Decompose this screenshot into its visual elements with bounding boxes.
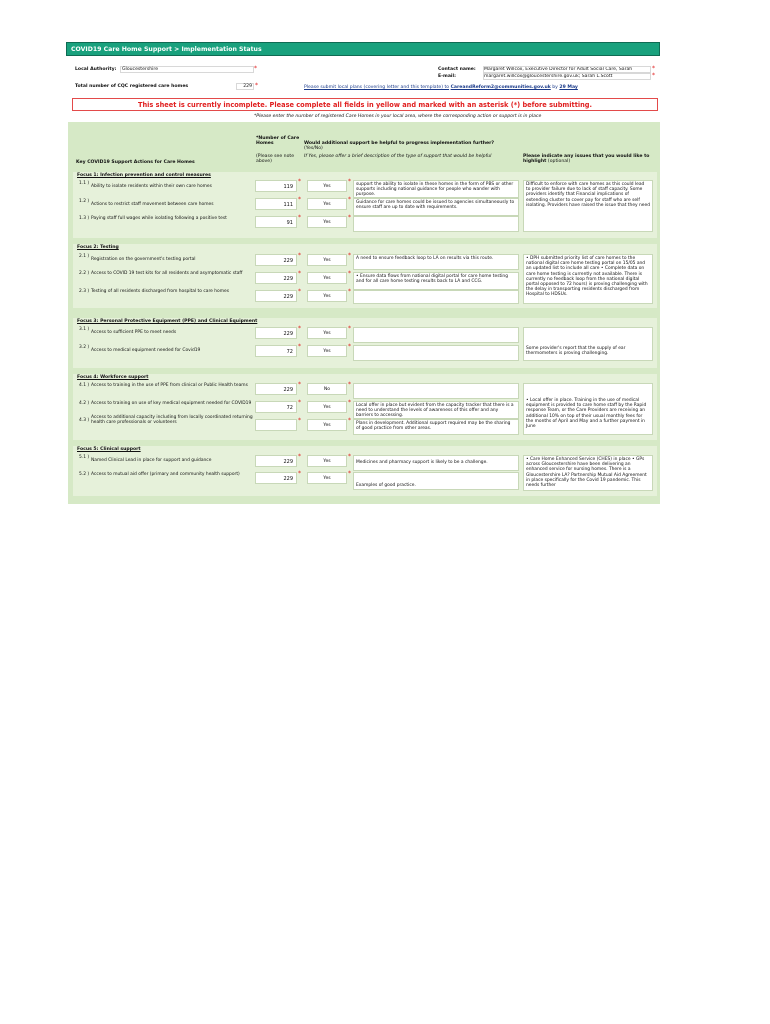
header-actions: Key COVID19 Support Actions for Care Homes — [76, 160, 195, 165]
support-description-field[interactable] — [353, 345, 519, 361]
support-description-field[interactable] — [353, 216, 519, 232]
required-asterisk: * — [298, 399, 301, 406]
header-support-desc: If Yes, please offer a brief description of the type of support that would be helpful — [304, 154, 492, 159]
required-asterisk: * — [298, 214, 301, 221]
support-yn-field[interactable]: Yes — [307, 419, 347, 431]
incomplete-warning: This sheet is currently incomplete. Please complete all fields in yellow and marked with an asterisk (*) before submitting. — [72, 98, 658, 111]
email-label: E-mail: — [438, 74, 456, 79]
support-yn-field[interactable]: Yes — [307, 198, 347, 210]
support-actions-table — [68, 122, 660, 504]
header-support — [304, 141, 514, 152]
care-home-count-field[interactable]: 229 — [255, 455, 297, 467]
support-yn-field[interactable]: No — [307, 383, 347, 395]
focus-section-4 — [73, 374, 657, 440]
row-number: 3.2 ) — [79, 345, 90, 350]
issues-field[interactable]: • Care Home Enhanced Service (CHES) in place • GPs across Gloucestershire have been delivering an enhanced service for nursing homes. There is a Gloucestershire LA? Partnership Mutual Aid Agreement in place specifically for the Covid 19 pandemic. This needs further — [523, 455, 653, 491]
row-number: 3.1 ) — [79, 327, 90, 332]
required-asterisk: * — [348, 270, 351, 277]
header-issues-optional: (optional) — [547, 159, 571, 165]
row-label: Actions to restrict staff movement between care homes — [91, 202, 214, 207]
email-field[interactable]: margaret.willcox@gloucestershire.gov.uk; Sarah L.Scott — [483, 73, 651, 80]
local-authority-label: Local Authority: — [75, 67, 117, 72]
contact-name-field[interactable]: Margaret Willcox, Executive Director for Adult Social Care, Sarah — [483, 66, 651, 73]
header-support-title: Would additional support be helpful to progress implementation further? — [304, 141, 495, 146]
submit-note — [304, 85, 660, 90]
support-description-field[interactable]: support the ability to isolate in these homes in the form of PBS or other supports including national guidance for people who wander with purpose. — [353, 180, 519, 198]
support-yn-field[interactable]: Yes — [307, 401, 347, 413]
required-asterisk: * — [298, 196, 301, 203]
support-description-field[interactable]: Guidance for care homes could be issued to agencies simultaneously to ensure staff are up to date with requirements. — [353, 198, 519, 216]
support-yn-field[interactable]: Yes — [307, 272, 347, 284]
support-description-field[interactable]: Medicines and pharmacy support is likely to be a challenge. — [353, 455, 519, 471]
row-number: 1.3 ) — [79, 216, 90, 221]
row-label: Named Clinical Lead in place for support and guidance — [91, 458, 212, 463]
required-asterisk: * — [348, 399, 351, 406]
row-label: Access to training on use of key medical equipment needed for COVID19 — [91, 401, 252, 406]
total-homes-label: Total number of CQC registered care homes — [75, 84, 189, 89]
required-asterisk: * — [255, 82, 258, 89]
care-home-count-field[interactable]: 229 — [255, 327, 297, 339]
care-home-count-field[interactable]: 72 — [255, 345, 297, 357]
care-home-count-field[interactable]: 119 — [255, 180, 297, 192]
support-yn-field[interactable]: Yes — [307, 216, 347, 228]
required-asterisk: * — [348, 470, 351, 477]
required-asterisk: * — [298, 325, 301, 332]
row-label: Access to training in the use of PPE from clinical or Public Health teams — [91, 383, 248, 388]
focus-section-5 — [73, 446, 657, 496]
focus-title: Focus 3: Personal Protective Equipment (PPE) and Clinical Equipment — [77, 319, 258, 324]
support-yn-field[interactable]: Yes — [307, 180, 347, 192]
support-description-field[interactable]: A need to ensure feedback loop to LA on results via this route. — [353, 254, 519, 270]
row-number: 2.2 ) — [79, 271, 90, 276]
required-asterisk: * — [298, 270, 301, 277]
support-yn-field[interactable]: Yes — [307, 345, 347, 357]
local-authority-field[interactable]: Gloucestershire — [120, 66, 254, 73]
required-asterisk: * — [348, 252, 351, 259]
focus-section-3 — [73, 318, 657, 368]
row-label: Access to medical equipment needed for Covid19 — [91, 348, 201, 353]
required-asterisk: * — [298, 381, 301, 388]
focus-title: Focus 2: Testing — [77, 245, 119, 250]
support-yn-field[interactable]: Yes — [307, 327, 347, 339]
required-asterisk: * — [652, 65, 655, 72]
focus-title: Focus 1: Infection prevention and control measures — [77, 173, 211, 178]
required-asterisk: * — [298, 453, 301, 460]
care-home-count-field[interactable] — [255, 419, 297, 431]
submit-email-link[interactable]: CareandReform2@communities.gov.uk — [450, 85, 551, 90]
focus-section-1 — [73, 172, 657, 238]
care-home-count-field[interactable]: 111 — [255, 198, 297, 210]
required-asterisk: * — [298, 288, 301, 295]
required-asterisk: * — [298, 252, 301, 259]
issues-field[interactable]: Some provider's report that the supply of ear thermometers is proving challenging. — [523, 327, 653, 361]
row-label: Testing of all residents discharged from hospital to care homes — [91, 289, 230, 294]
required-asterisk: * — [298, 417, 301, 424]
required-asterisk: * — [348, 214, 351, 221]
row-number: 4.1 ) — [79, 383, 90, 388]
support-description-field[interactable]: Local offer in place but evident from the capacity tracker that there is a need to understand the levels of awareness of this offer and any barriers to accessing. — [353, 401, 519, 419]
care-home-count-field[interactable]: 229 — [255, 472, 297, 484]
sheet — [66, 42, 662, 504]
required-asterisk: * — [348, 178, 351, 185]
sheet-title: COVID19 Care Home Support > Implementation Status — [66, 42, 660, 56]
support-description-field[interactable]: Examples of good practice. — [353, 472, 519, 490]
required-asterisk: * — [348, 288, 351, 295]
care-home-count-field[interactable]: 229 — [255, 290, 297, 302]
row-number: 5.1 ) — [79, 455, 90, 460]
issues-field[interactable]: • Local offer in place. Training in the use of medical equipment is provided to care home staff by the Rapid response Team, or the Care Providers are receiving an additional 10% on top of their usual monthly fees for the months of April and May and a further payment in June — [523, 383, 653, 435]
care-home-count-field[interactable]: 229 — [255, 272, 297, 284]
care-home-count-field[interactable]: 91 — [255, 216, 297, 228]
support-yn-field[interactable]: Yes — [307, 254, 347, 266]
required-asterisk: * — [254, 65, 257, 72]
required-asterisk: * — [652, 72, 655, 79]
row-number: 4.3 ) — [79, 418, 90, 423]
header-issues-title: Please indicate any issues that you would like to highlight — [523, 154, 650, 165]
care-home-count-field[interactable]: 229 — [255, 254, 297, 266]
support-yn-field[interactable]: Yes — [307, 455, 347, 467]
support-description-field[interactable] — [353, 383, 519, 399]
row-label: Ability to isolate residents within their own care homes — [91, 184, 212, 189]
row-label: Access to sufficient PPE to meet needs — [91, 330, 177, 335]
row-label: Access to mutual aid offer (primary and community health support) — [91, 472, 240, 477]
care-home-count-field[interactable]: 72 — [255, 401, 297, 413]
support-description-field[interactable] — [353, 290, 519, 304]
focus-title: Focus 4: Workforce support — [77, 375, 149, 380]
header-num-homes-note: (Please see note above) — [256, 154, 295, 165]
support-yn-field[interactable]: Yes — [307, 290, 347, 302]
submit-by: by — [552, 85, 558, 90]
issues-field[interactable]: Difficult to enforce with care homes as this could lead to provider failure due to lack of staff capacity. Some providers identify that Financial implications of extending cluster to cover pay for staff who are self isolating. Providers have raised the issue that they need — [523, 180, 653, 232]
total-homes-field[interactable]: 229 — [236, 83, 254, 90]
support-description-field[interactable] — [353, 327, 519, 343]
header-support-yn: (Yes/No) — [304, 146, 323, 152]
required-asterisk: * — [348, 417, 351, 424]
row-number: 1.1 ) — [79, 181, 90, 186]
row-number: 2.1 ) — [79, 254, 90, 259]
row-number: 4.2 ) — [79, 401, 90, 406]
required-asterisk: * — [348, 381, 351, 388]
submit-date: 29 May — [559, 85, 578, 90]
required-asterisk: * — [348, 453, 351, 460]
header-num-homes: *Number of Care Homes — [256, 136, 300, 147]
submit-note-text: Please submit local plans (covering letter and this template) to — [304, 85, 450, 90]
care-home-count-field[interactable]: 229 — [255, 383, 297, 395]
instruction-note: *Please enter the number of registered Care Homes in your local area, where the corresponding action or support is in place — [254, 114, 542, 119]
header-issues — [523, 154, 653, 165]
row-label: Access to COVID 19 test kits for all residents and asymptomatic staff — [91, 271, 243, 276]
row-number: 5.2 ) — [79, 472, 90, 477]
required-asterisk: * — [348, 196, 351, 203]
focus-title: Focus 5: Clinical support — [77, 447, 141, 452]
row-number: 2.3 ) — [79, 289, 90, 294]
row-label: Access to additional capacity including from locally coordinated returning health care professionals or volunteers — [91, 415, 253, 426]
required-asterisk: * — [298, 178, 301, 185]
contact-name-label: Contact name: — [438, 67, 476, 72]
issues-field[interactable]: • DPH submitted priority list of care homes to the national digital care home testing portal on 15/05 and an updated list to include all care • Complete data on care home testing is currently not available. There is currently no feedback loop from the national digital portal opposed to 72 hours) is proving challenging with the delay in transporting residents discharged from Hospital to HDSUs. — [523, 254, 653, 304]
support-yn-field[interactable]: Yes — [307, 472, 347, 484]
required-asterisk: * — [348, 343, 351, 350]
row-label: Registration on the government's testing portal — [91, 257, 196, 262]
row-label: Paying staff full wages while isolating following a positive test — [91, 216, 227, 221]
required-asterisk: * — [298, 470, 301, 477]
required-asterisk: * — [298, 343, 301, 350]
support-description-field[interactable]: Plans in development. Additional support required may be the sharing of good practice from other areas. — [353, 419, 519, 435]
required-asterisk: * — [348, 325, 351, 332]
focus-section-2 — [73, 244, 657, 308]
row-number: 1.2 ) — [79, 199, 90, 204]
support-description-field[interactable]: • Ensure data flows from national digital portal for care home testing and for all care home testing results back to LA and CCG. — [353, 272, 519, 290]
